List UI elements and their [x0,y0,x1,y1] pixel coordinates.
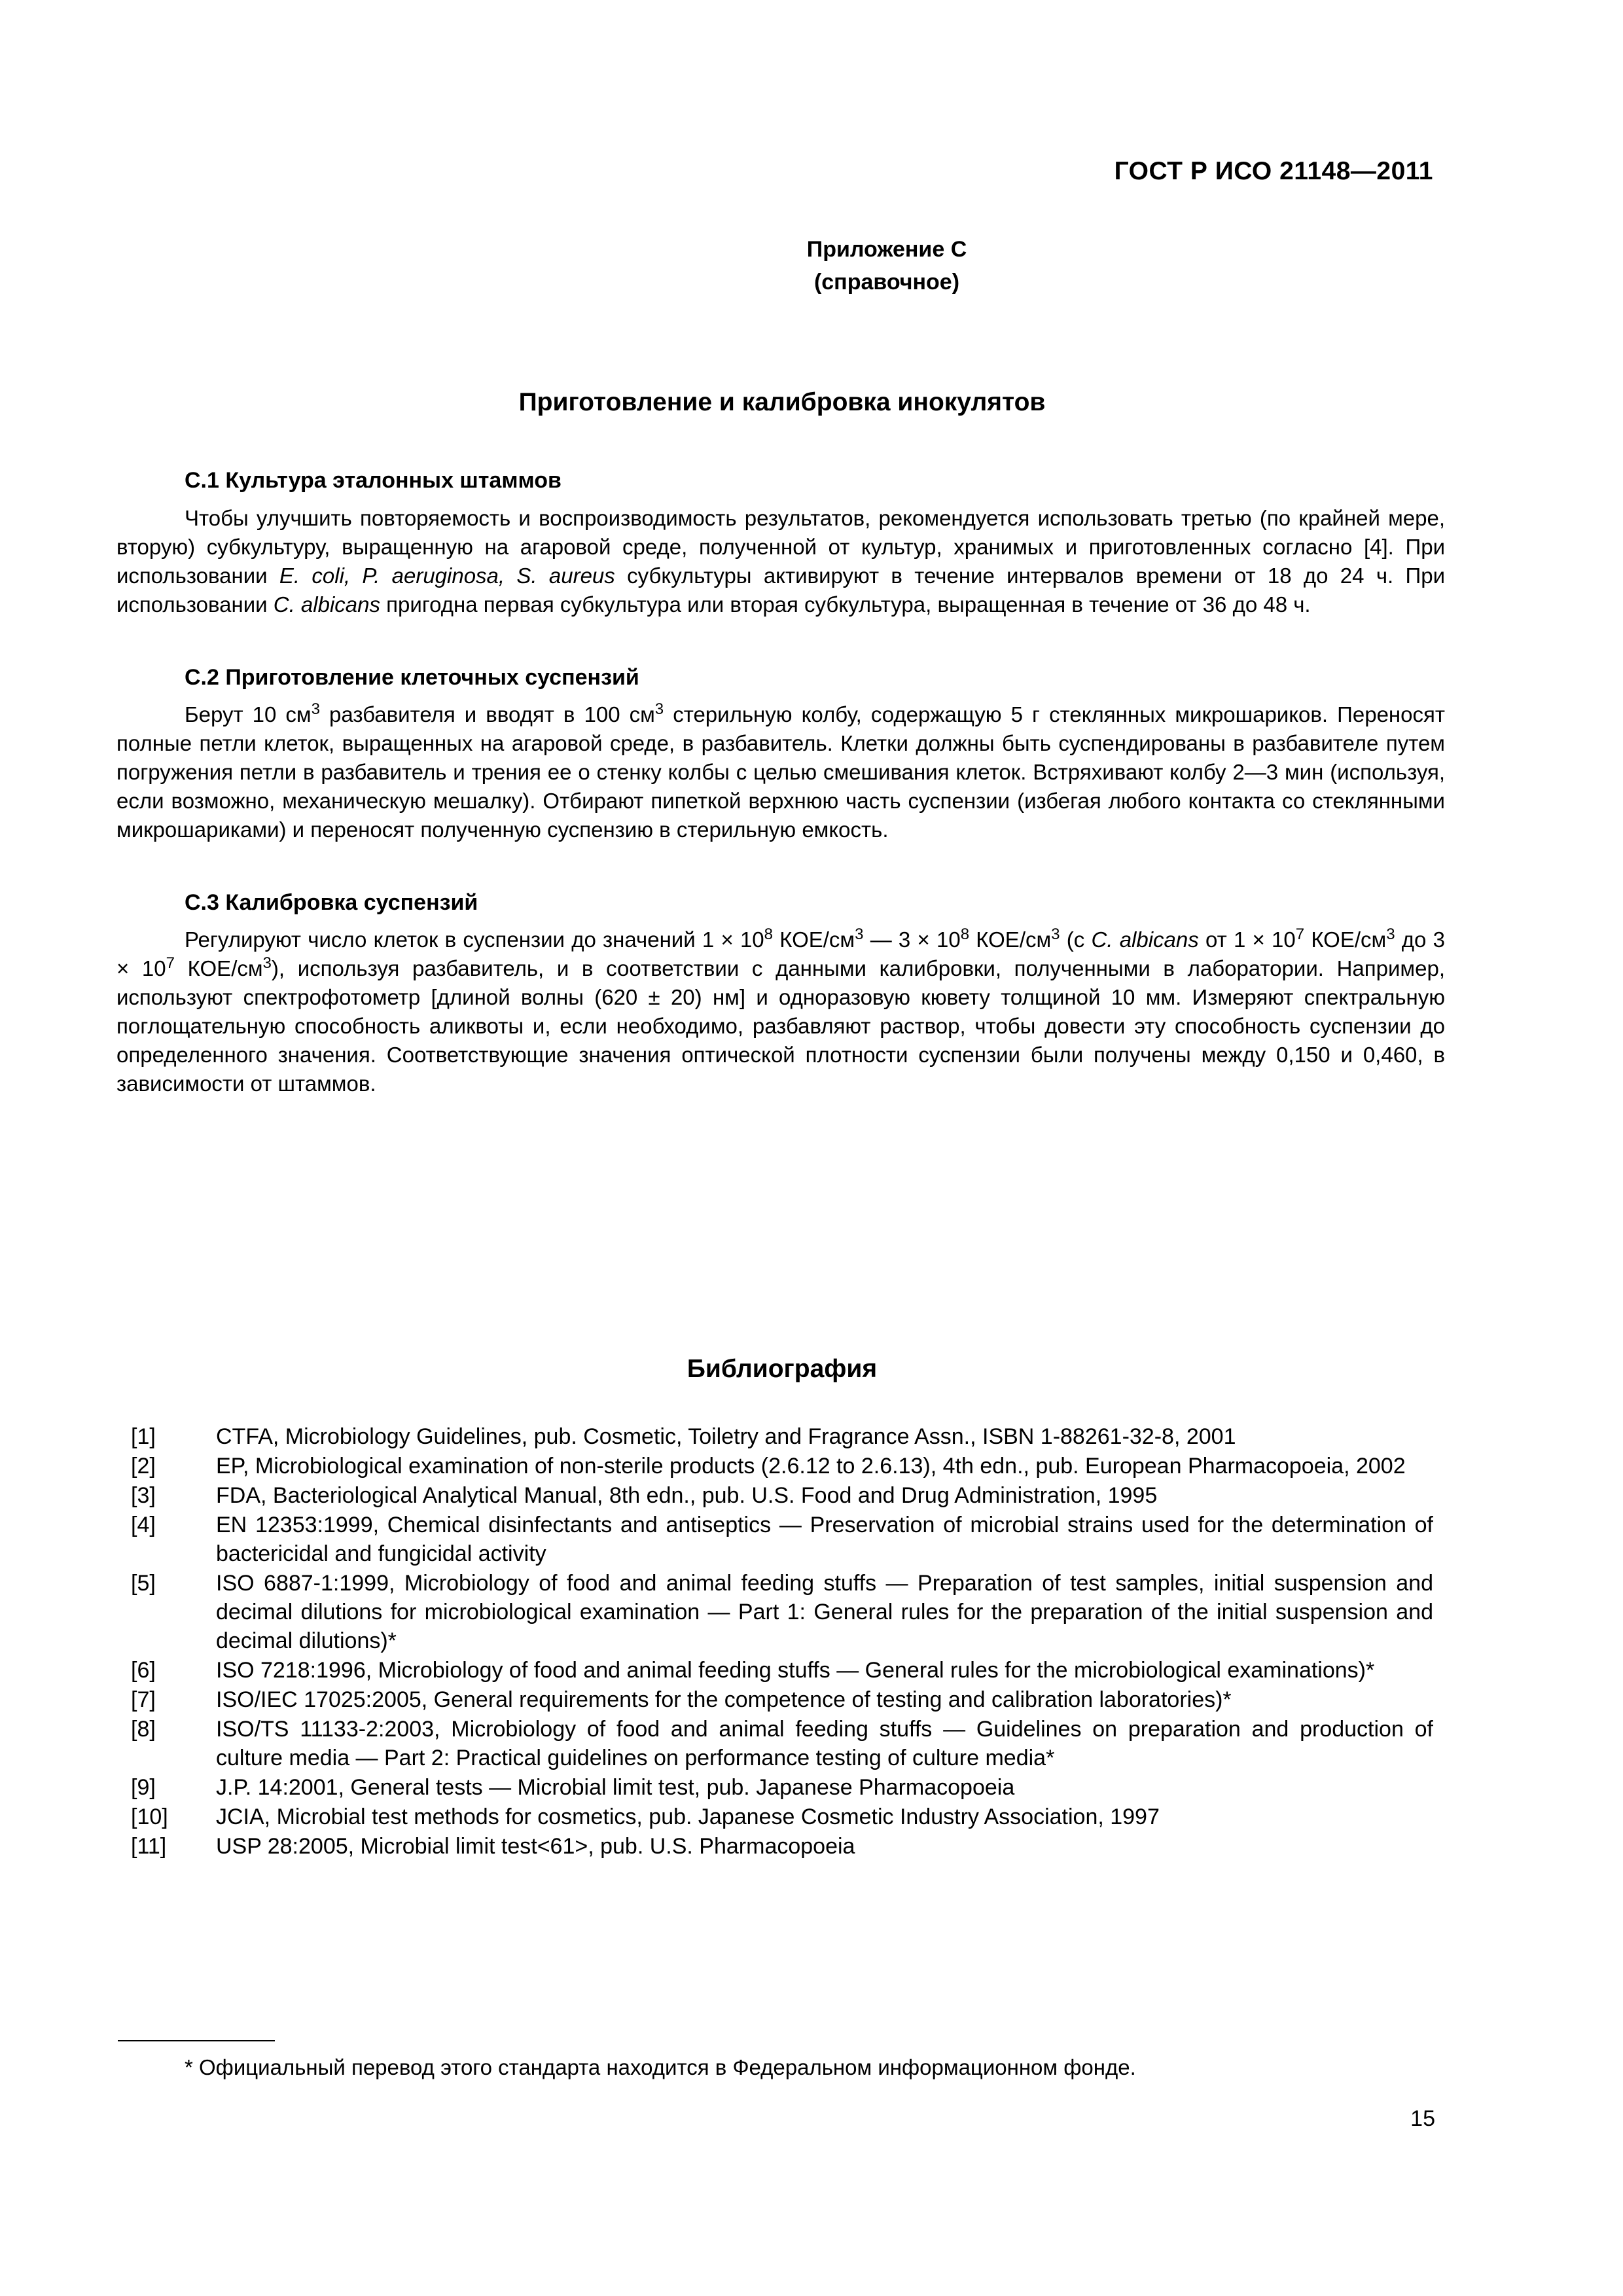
bibliography-item-text: ISO/TS 11133-2:2003, Microbiology of food and animal feeding stuffs — Guidelines on preparation and production of culture media — Part 2: Practical guidelines on performance testing of culture media* [216,1717,1433,1770]
bibliography-item-number: [1] [131,1424,156,1449]
footnote-divider [118,2040,275,2041]
bibliography-item-text: ISO 6887-1:1999, Microbiology of food and animal feeding stuffs — Preparation of test samples, initial suspension and decimal dilutions for microbiological examination — Part 1: General rules for the preparation of the initial suspension and decimal dilutions)* [216,1571,1433,1653]
footnote: * Официальный перевод этого стандарта находится в Федеральном информационном фонде. [185,2055,1136,2079]
section-body-c1 [116,504,1445,619]
text-run: Регулируют число клеток в суспензии до значений 1 × 10 [185,927,764,952]
bibliography-item-number: [6] [131,1658,156,1683]
section-heading-c2: С.2 Приготовление клеточных суспензий [185,665,639,690]
text-run: КОЕ/см [773,927,855,952]
bibliography-item-number: [4] [131,1513,156,1537]
superscript: 3 [1051,925,1060,943]
bibliography-item-number: [9] [131,1775,156,1800]
bibliography-item-text: J.P. 14:2001, General tests — Microbial limit test, pub. Japanese Pharmacopoeia [216,1775,1015,1800]
text-run: — 3 × 10 [863,927,961,952]
bibliography-item-text: ISO 7218:1996, Microbiology of food and animal feeding stuffs — General rules for the microbiological examinations)* [216,1658,1375,1683]
text-run: пригодна первая субкультура или вторая субкультура, выращенная в течение от 36 до 48 ч. [380,592,1311,617]
section-body-c2 [116,700,1445,844]
bibliography-item-text: USP 28:2005, Microbial limit test<61>, pub. U.S. Pharmacopoeia [216,1834,855,1859]
text-run: (с [1060,927,1092,952]
page-number: 15 [1410,2106,1435,2131]
text-run: КОЕ/см [175,956,263,980]
bibliography-item [131,1715,1433,1772]
appendix-label: Приложение С [806,237,967,262]
text-run: стерильную колбу, содержащую 5 г стеклянных микрошариков. Переносят полные петли клеток, выращенных на агаровой среде, в разбавитель. Клетки должны быть суспендированы в разбавителе путем погружения петли в разбавитель и трения ее о стенку колбы с целью смешивания клеток. Встряхивают колбу 2—3 мин (используя, если возможно, механическую мешалку). Отбирают пипеткой верхнюю часть суспензии (избегая любого контакта со стеклянными микрошариками) и переносят полученную суспензию в стерильную емкость. [116,702,1445,842]
document-id-header: ГОСТ Р ИСО 21148—2011 [1114,157,1433,185]
bibliography-item-number: [7] [131,1687,156,1712]
species-name: C. albicans [1091,927,1199,952]
bibliography-item-text: EP, Microbiological examination of non-sterile products (2.6.12 to 2.6.13), 4th edn., pub. European Pharmacopoeia, 2002 [216,1454,1406,1479]
bibliography-item [131,1832,1433,1861]
superscript: 8 [960,925,970,943]
bibliography-item-text: JCIA, Microbial test methods for cosmetics, pub. Japanese Cosmetic Industry Association, 1997 [216,1804,1160,1829]
bibliography-item-number: [2] [131,1454,156,1479]
bibliography-item [131,1569,1433,1655]
text-run: разбавителя и вводят в 100 см [319,702,655,726]
text-run: до 3 × 10 [116,927,1445,980]
text-run: ), используя разбавитель, и в соответствии с данными калибровки, полученными в лаборатории. Например, используют спектрофотометр [длиной волны (620 ± 20) нм] и одноразовую кювету толщиной 10 мм. Измеряют спектральную поглощательную способность аликвоты и, если необходимо, разбавляют раствор, чтобы довести эту способность суспензии до определенного значения. Соответствующие значения оптической плотности суспензии были получены между 0,150 и 0,460, в зависимости от штаммов. [116,956,1445,1096]
bibliography-item-number: [8] [131,1717,156,1742]
paragraph [116,700,1445,844]
bibliography-item-number: [10] [131,1804,168,1829]
bibliography-item-number: [11] [131,1834,167,1859]
text-run: КОЕ/см [969,927,1052,952]
superscript: 8 [764,925,774,943]
bibliography-item-text: ISO/IEC 17025:2005, General requirements for the competence of testing and calibration laboratories)* [216,1687,1232,1712]
bibliography-item-number: [3] [131,1483,156,1508]
species-names: E. coli, P. aeruginosa, S. aureus [279,564,615,588]
superscript: 3 [654,700,664,718]
appendix-type: (справочное) [813,270,960,295]
bibliography-item [131,1656,1433,1685]
bibliography-item [131,1452,1433,1480]
appendix-title: Приготовление и калибровка инокулятов [518,388,1046,416]
text-run: субкультуры активируют в течение интервалов времени от 18 до 24 ч. При использовании [116,564,1445,617]
bibliography-item [131,1803,1433,1831]
superscript: 3 [1386,925,1395,943]
superscript: 3 [262,954,272,972]
bibliography-item [131,1685,1433,1714]
bibliography-item [131,1422,1433,1451]
bibliography-item-text: EN 12353:1999, Chemical disinfectants and antiseptics — Preservation of microbial strains used for the determination of bactericidal and fungicidal activity [216,1513,1433,1566]
superscript: 7 [166,954,175,972]
bibliography-item-text: FDA, Bacteriological Analytical Manual, 8th edn., pub. U.S. Food and Drug Administration, 1995 [216,1483,1158,1508]
bibliography-item-text: CTFA, Microbiology Guidelines, pub. Cosmetic, Toiletry and Fragrance Assn., ISBN 1-88261-32-8, 2001 [216,1424,1236,1449]
text-run: Чтобы улучшить повторяемость и воспроизводимость результатов, рекомендуется использовать третью (по крайней мере, вторую) субкультуру, выращенную на агаровой среде, полученной от культур, хранимых и приготовленных согласно [4]. При использовании [116,506,1445,588]
superscript: 3 [311,700,320,718]
section-heading-c3: С.3 Калибровка суспензий [185,890,478,915]
superscript: 3 [855,925,864,943]
bibliography-item [131,1773,1433,1802]
section-body-c3 [116,925,1445,1098]
text-run: от 1 × 10 [1198,927,1296,952]
bibliography-title: Библиография [687,1355,878,1383]
species-name: C. albicans [273,592,381,617]
bibliography-item-number: [5] [131,1571,156,1596]
superscript: 7 [1295,925,1305,943]
section-heading-c1: С.1 Культура эталонных штаммов [185,468,562,493]
appendix-label-block [0,233,1623,298]
bibliography-list [131,1422,1433,1861]
paragraph [116,925,1445,1098]
bibliography-item [131,1511,1433,1568]
text-run: Берут 10 см [185,702,312,726]
text-run: КОЕ/см [1304,927,1387,952]
paragraph [116,504,1445,619]
bibliography-item [131,1481,1433,1510]
